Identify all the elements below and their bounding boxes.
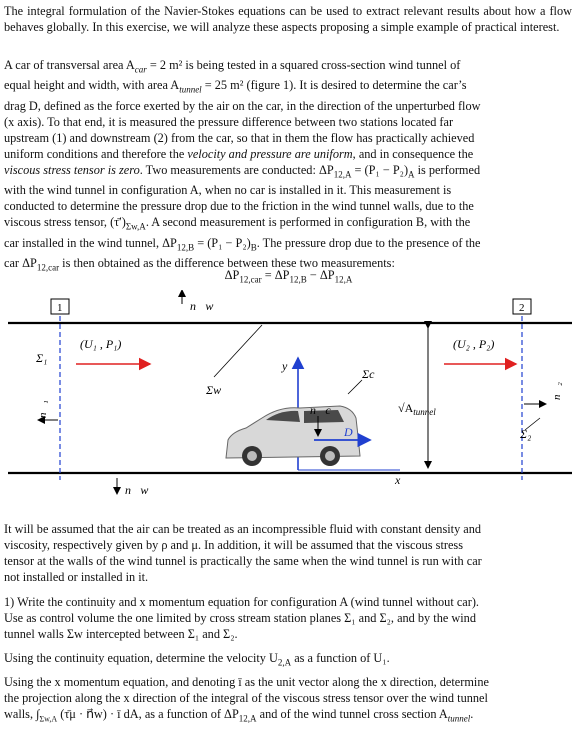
u1-p1-label: (U₁ , P₁) — [80, 337, 122, 351]
sigma-w-label: Σw — [206, 383, 222, 397]
station-1-label: 1 — [57, 302, 63, 314]
question-1-continuity: Using the continuity equation, determine the velocity $U_{2,A}$ as a function of U₁. — [4, 651, 390, 668]
drag-label: D — [344, 425, 353, 439]
sigma-w-pointer — [214, 325, 262, 377]
a-tunnel-label: $√A_{tunnel}$ — [398, 401, 436, 417]
problem-line: A car of transversal area $A_{car} = 2$ m² is being tested in a squared cross-section wind tunnel of — [4, 58, 461, 75]
assumptions-paragraph: It will be assumed that the air can be treated as an incompressible fluid with constant density and viscosity, respectively given by ρ and μ. In addition, it will be assumed that the viscous stress tensor at the walls of the wind tunnel is practically the same when the wind tunnel is run with car not installed or installed in it. — [4, 522, 482, 584]
problem-line: equal height and width, with area $A_{tunnel} = 25$ m² (figure 1). It is desired to determine the car’s — [4, 78, 467, 95]
n2-label: n⃗₂ — [551, 382, 563, 400]
sigma-1-label: Σ₁ — [36, 351, 48, 365]
problem-line: upstream (1) and downstream (2) from the car, so that in them the flow has practically achieved — [4, 130, 475, 145]
problem-line: with the wind tunnel in configuration A, when no car is installed in it. This measurement is — [4, 183, 452, 198]
question-1: 1) Write the continuity and x momentum equation for configuration A (wind tunnel without car). Use as control volume the one limited by cross stream station planes Σ₁ and Σ₂, and by the wind tunnel walls Σw intercepted between Σ₁ and Σ₂. — [4, 595, 479, 641]
question-1-momentum: Using the x momentum equation, and denoting ī as the unit vector along the x direction, determine the projection along the x direction of the integral of the viscous stress tensor over the wind tunnel walls, $\int_{\Sigma w,A}$ (τ̄μ · n⃗w) · ī dA, as a function of $\Delta P_{12,A}$ and of the wind tunnel cross section $A_{tunnel}$. — [4, 675, 489, 724]
problem-statement — [4, 57, 572, 276]
sigma-2-label: Σ₂ — [520, 427, 532, 441]
x-label: x — [395, 473, 401, 487]
problem-line: viscous stress tensor, $(\taū')_{\Sigma w,A}$. A second measurement is performed in configuration B, with the — [4, 215, 471, 232]
n1-label: n⃗₁ — [37, 400, 49, 418]
n-w-top-label: n⃗w — [190, 299, 214, 313]
problem-line: car $\Delta P_{12,car}$ is then obtained as the difference between these two measurements: — [4, 256, 395, 273]
problem-line: viscous stress tensor is zero. Two measurements are conducted: $\Delta P_{12,A} = (P_1 - P_2)_A$ is performed — [4, 162, 481, 180]
sigma-c-label: Σc — [362, 367, 375, 381]
problem-line: uniform conditions and therefore the velocity and pressure are uniform, and in consequence the — [4, 146, 474, 161]
problem-line: car installed in the wind tunnel, $\Delta P_{12,B} = (P_1 - P_2)_B$. The pressure drop due to the presence of the — [4, 235, 481, 253]
problem-line: conducted to determine the pressure drop due to the friction in the wind tunnel walls, due to the — [4, 199, 474, 214]
wind-tunnel-figure — [0, 290, 577, 510]
n-w-bottom-label: n⃗w — [125, 483, 149, 497]
car-drawing — [226, 406, 360, 466]
problem-line: (x axis). To that end, it is measured the pressure difference between two stations located far — [4, 114, 454, 129]
intro-paragraph: The integral formulation of the Navier-Stokes equations can be used to extract relevant results about how a flow behaves globally. In this exercise, we will analyze these aspects proposing a simple example of practical interest. — [4, 4, 572, 34]
station-2-label: 2 — [519, 302, 525, 314]
nc-label: n⃗c — [310, 403, 331, 417]
y-label: y — [282, 359, 288, 373]
u2-p2-label: (U₂ , P₂) — [453, 337, 495, 351]
problem-line: drag D, defined as the force exerted by the air on the car, in the direction of the unperturbed flow — [4, 98, 481, 113]
pressure-equation: $\Delta P_{12,car} = \Delta P_{12,B} - \Delta P_{12,A}$ — [224, 268, 353, 285]
